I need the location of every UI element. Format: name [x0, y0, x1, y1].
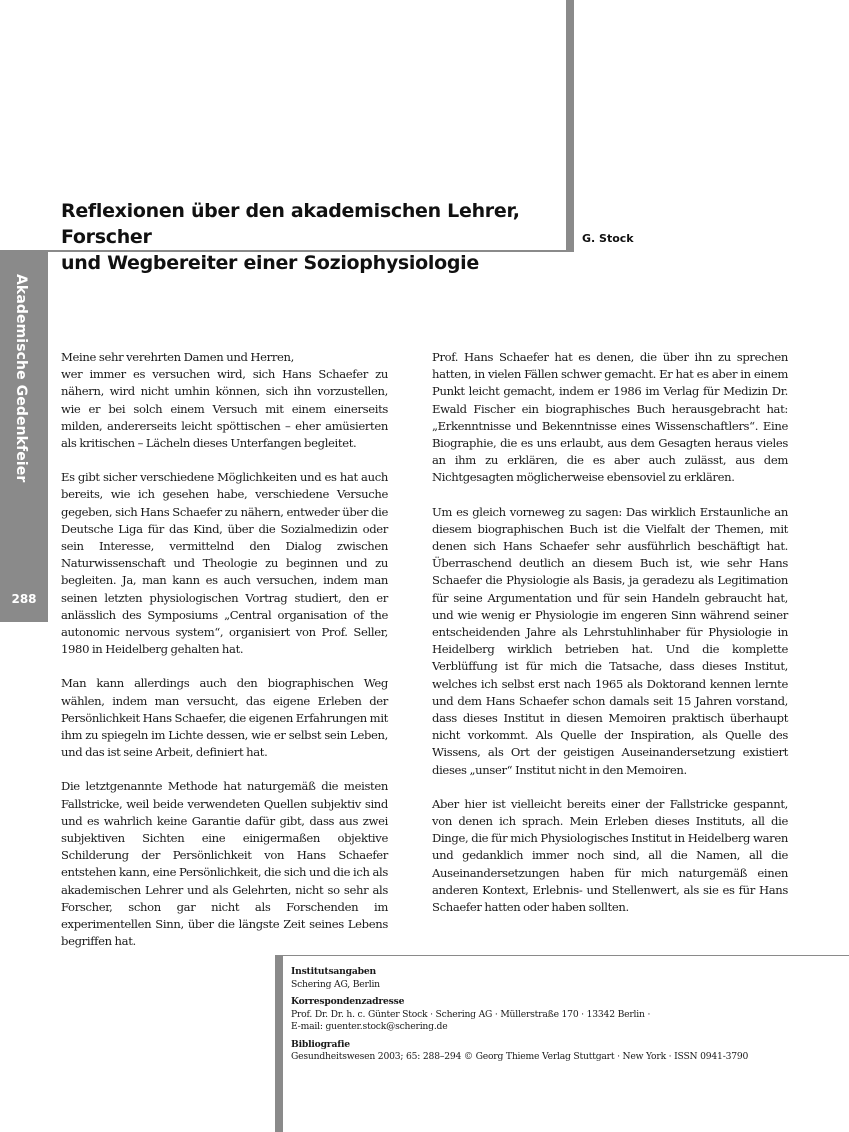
institution-label: Institutsangaben [291, 966, 376, 977]
footer-rule [275, 955, 849, 956]
correspondence-block [291, 996, 841, 1034]
article-author: G. Stock [582, 232, 634, 245]
paragraph: Es gibt sicher verschiedene Möglichkeiten und es hat auch bereits, wie ich gesehen habe, verschiedene Versuche gegeben, sich Hans Schaefer zu nähern, entweder über die Deutsche Liga für das Kind, über die Sozialmedizin oder sein Interesse, vermittelnd den Dialog zwischen Naturwissenschaft und Theologie zu beginnen und zu begleiten. Ja, man kann es auch versuchen, indem man seinen letzten physiologischen Vortrag studiert, den er anlässlich des Symposiums „Central organisation of the autonomic nervous system“, organisiert von Prof. Seller, 1980 in Heidelberg gehalten hat. [61, 470, 388, 657]
title-line-1: Reflexionen über den akademischen Lehrer, Forscher [61, 200, 520, 248]
bibliography-value: Gesundheitswesen 2003; 65: 288–294 © Georg Thieme Verlag Stuttgart · New York · ISSN 0941-3790 [291, 1051, 749, 1062]
body-column-left [61, 349, 388, 968]
institution-block [291, 966, 841, 991]
top-vertical-bar [566, 0, 574, 252]
bibliography-label: Bibliografie [291, 1038, 350, 1050]
paragraph: Die letztgenannte Methode hat naturgemäß die meisten Fallstricke, weil beide verwendeten Quellen subjektiv sind und es wahrlich keine Garantie dafür gibt, dass aus zwei subjektiven Sichten eine einigermaßen objektive Schilderung der Persönlichkeit von Hans Schaefer entstehen kann, eine Persönlichkeit, die sich und die ich als akademischen Lehrer und als Gelehrten, nicht so sehr als Forscher, schon gar nicht als Forschenden im experimentellen Sinn, über die längste Zeit seines Lebens begriffen hat. [61, 779, 388, 949]
correspondence-email[interactable]: E-mail: guenter.stock@schering.de [291, 1021, 448, 1032]
paragraph: Man kann allerdings auch den biographischen Weg wählen, indem man versucht, das eigene Erleben der Persönlichkeit Hans Schaefer, die eigenen Erfahrungen mit ihm zu spiegeln im Lichte dessen, wie er selbst sein Leben, und das ist seine Arbeit, definiert hat. [61, 676, 388, 760]
bibliography-block [291, 1039, 841, 1064]
section-label: Akademische Gedenkfeier [13, 274, 29, 483]
article-info-box [291, 966, 841, 1069]
correspondence-address: Prof. Dr. Dr. h. c. Günter Stock · Schering AG · Müllerstraße 170 · 13342 Berlin · [291, 1008, 651, 1020]
body-column-right [432, 349, 788, 933]
footer-vertical-bar [275, 956, 283, 1132]
correspondence-label: Korrespondenzadresse [291, 996, 405, 1007]
paragraph: Aber hier ist vielleicht bereits einer der Fallstricke gespannt, von denen ich sprach. Mein Erleben dieses Instituts, all die Dinge, die für mich Physiologisches Institut in Heidelberg waren und gedanklich immer noch sind, all die Namen, all die Auseinandersetzungen haben für mich naturgemäß einen anderen Kontext, Erlebnis- und Stellenwert, als sie es für Hans Schaefer hatten oder haben sollten. [432, 796, 788, 915]
title-line-2: und Wegbereiter einer Soziophysiologie [61, 252, 479, 274]
article-title [61, 198, 561, 276]
paragraph: Prof. Hans Schaefer hat es denen, die über ihn zu sprechen hatten, in vielen Fällen schwer gemacht. Er hat es aber in einem Punkt leicht gemacht, indem er 1986 im Verlag für Medizin Dr. Ewald Fischer ein biographisches Buch herausgebracht hat: „Erkenntnisse und Bekenntnisse eines Wissenschaftlers“. Eine Biographie, die es uns erlaubt, aus dem Gesagten heraus vieles an ihm zu erklären, die es aber auch zulässt, aus dem Nichtgesagten möglicherweise ebensoviel zu erklären. [432, 350, 788, 485]
page-number: 288 [11, 592, 37, 606]
institution-value: Schering AG, Berlin [291, 978, 380, 990]
paragraph: Um es gleich vorneweg zu sagen: Das wirklich Erstaunliche an diesem biographischen Buch ist die Vielfalt der Themen, mit denen sich Hans Schaefer sehr ausführlich beschäftigt hat. Überraschend deutlich an diesem Buch ist, wie sehr Hans Schaefer die Physiologie als Basis, ja geradezu als Legitimation für seine Argumentation und für sein Handeln gebraucht hat, und wie wenig er Physiologie im engeren Sinn während seiner entscheidenden Jahre als Lehrstuhlinhaber für Physiologie in Heidelberg wirklich betrieben hat. Und die komplette Verblüffung ist für mich die Tatsache, dass dieses Institut, welches ich selbst erst nach 1965 als Doktorand kennen lernte und dem Hans Schaefer schon damals seit 15 Jahren vorstand, dass dieses Institut in diesen Memoiren praktisch überhaupt nicht vorkommt. Als Quelle der Inspiration, als Quelle des Wissens, als Ort der geistigen Auseinandersetzung existiert dieses „unser“ Institut nicht in den Memoiren. [432, 504, 788, 777]
paragraph: Meine sehr verehrten Damen und Herren, wer immer es versuchen wird, sich Hans Schaefer zu nähern, wird nicht umhin können, sich ihn vorzustellen, wie er bei solch einem Versuch mit einem einerseits milden, andererseits leicht spöttischen – eher amüsierten als kritischen – Lächeln dieses Unterfangen begleitet. [61, 350, 388, 451]
